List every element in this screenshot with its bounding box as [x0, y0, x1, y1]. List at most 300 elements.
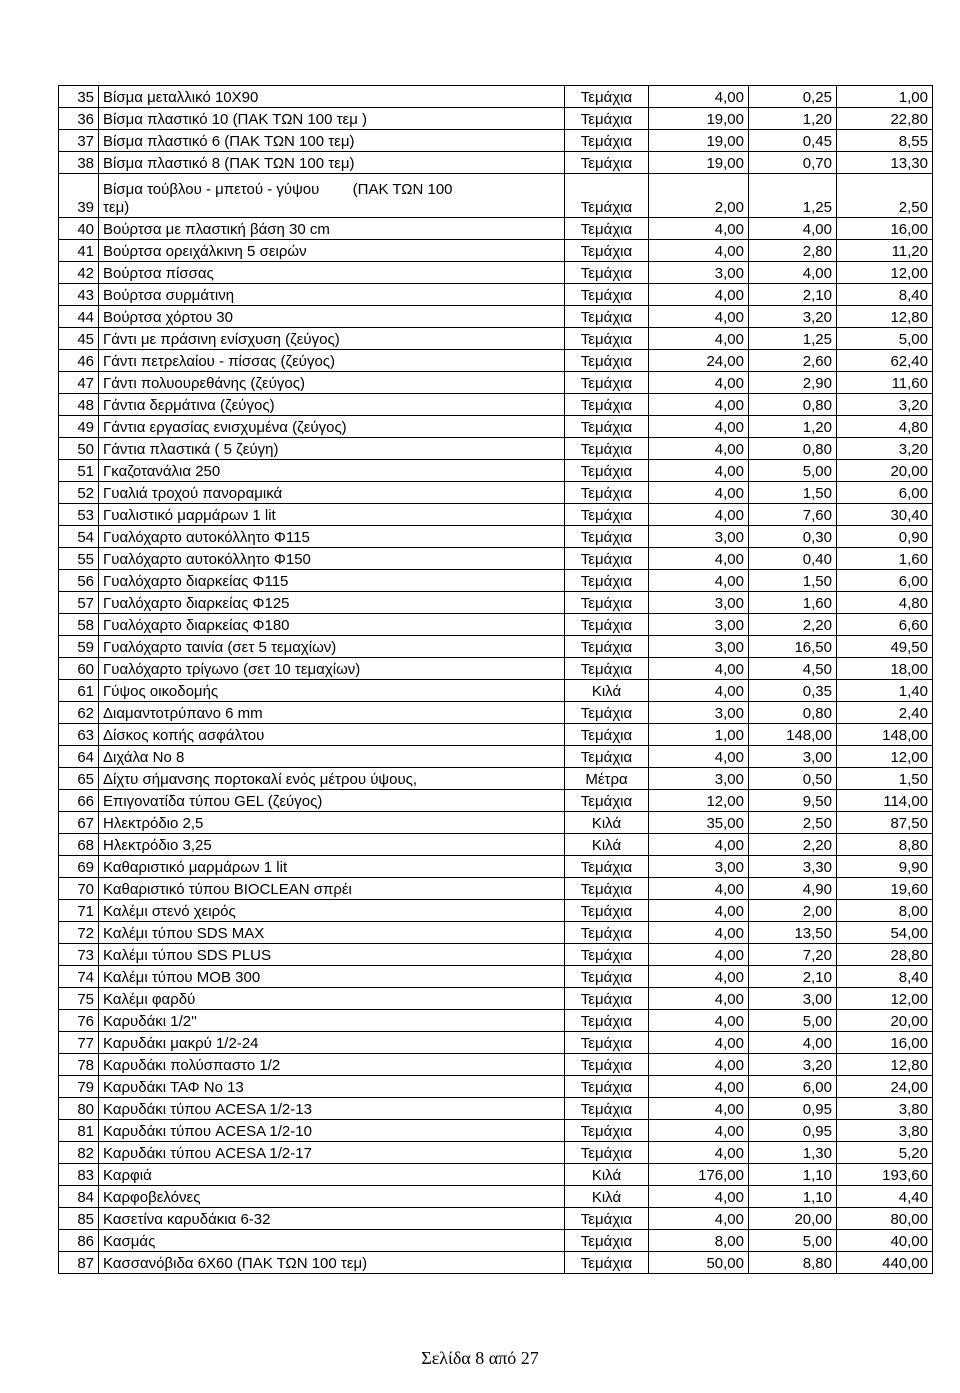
quantity-cell: 4,00: [649, 1032, 749, 1054]
item-description-cell: Βίσμα πλαστικό 6 (ΠΑΚ ΤΩΝ 100 τεμ): [99, 130, 565, 152]
unit-price-cell: 5,00: [749, 460, 837, 482]
table-row: [59, 240, 933, 262]
table-row: [59, 834, 933, 856]
quantity-cell: 19,00: [649, 108, 749, 130]
item-description-cell: Καρυδάκι τύπου ACESA 1/2-10: [99, 1120, 565, 1142]
item-number-cell: 54: [59, 526, 99, 548]
item-description-cell: Γύψος οικοδομής: [99, 680, 565, 702]
quantity-cell: 2,00: [649, 174, 749, 218]
quantity-cell: 4,00: [649, 658, 749, 680]
item-number-cell: 43: [59, 284, 99, 306]
unit-price-cell: 1,20: [749, 416, 837, 438]
table-row: [59, 724, 933, 746]
unit-price-cell: 3,00: [749, 746, 837, 768]
total-cell: 2,50: [837, 174, 933, 218]
total-cell: 24,00: [837, 1076, 933, 1098]
total-cell: 8,55: [837, 130, 933, 152]
item-number-cell: 74: [59, 966, 99, 988]
unit-price-cell: 1,60: [749, 592, 837, 614]
item-number-cell: 81: [59, 1120, 99, 1142]
quantity-cell: 4,00: [649, 328, 749, 350]
quantity-cell: 12,00: [649, 790, 749, 812]
unit-cell: Κιλά: [565, 1186, 649, 1208]
item-description-cell: Βίσμα πλαστικό 10 (ΠΑΚ ΤΩΝ 100 τεμ ): [99, 108, 565, 130]
item-description-cell: Καλέμι τύπου SDS MAX: [99, 922, 565, 944]
quantity-cell: 3,00: [649, 614, 749, 636]
total-cell: 8,40: [837, 966, 933, 988]
item-description-cell: Γάντι με πράσινη ενίσχυση (ζεύγος): [99, 328, 565, 350]
unit-cell: Τεμάχια: [565, 394, 649, 416]
total-cell: 20,00: [837, 460, 933, 482]
table-row: [59, 350, 933, 372]
item-description-cell: Καλέμι στενό χειρός: [99, 900, 565, 922]
item-number-cell: 86: [59, 1230, 99, 1252]
item-number-cell: 84: [59, 1186, 99, 1208]
item-description-cell: Καθαριστικό τύπου BIOCLEAN σπρέι: [99, 878, 565, 900]
quantity-cell: 3,00: [649, 262, 749, 284]
quantity-cell: 4,00: [649, 460, 749, 482]
table-row: [59, 438, 933, 460]
table-row: [59, 922, 933, 944]
total-cell: 18,00: [837, 658, 933, 680]
total-cell: 6,00: [837, 482, 933, 504]
unit-price-cell: 1,25: [749, 328, 837, 350]
unit-cell: Τεμάχια: [565, 262, 649, 284]
total-cell: 20,00: [837, 1010, 933, 1032]
unit-price-cell: 148,00: [749, 724, 837, 746]
quantity-cell: 24,00: [649, 350, 749, 372]
item-number-cell: 75: [59, 988, 99, 1010]
total-cell: 114,00: [837, 790, 933, 812]
item-description-cell: Καρυδάκι τύπου ACESA 1/2-17: [99, 1142, 565, 1164]
item-description-cell: Καρυδάκι μακρύ 1/2-24: [99, 1032, 565, 1054]
unit-cell: Τεμάχια: [565, 218, 649, 240]
unit-price-cell: 1,50: [749, 482, 837, 504]
quantity-cell: 4,00: [649, 922, 749, 944]
table-row: [59, 812, 933, 834]
total-cell: 4,80: [837, 592, 933, 614]
unit-price-cell: 2,20: [749, 614, 837, 636]
unit-cell: Τεμάχια: [565, 284, 649, 306]
total-cell: 16,00: [837, 218, 933, 240]
item-number-cell: 65: [59, 768, 99, 790]
item-number-cell: 72: [59, 922, 99, 944]
unit-cell: Τεμάχια: [565, 174, 649, 218]
table-row: [59, 504, 933, 526]
item-description-cell: Γάντια πλαστικά ( 5 ζεύγη): [99, 438, 565, 460]
unit-cell: Τεμάχια: [565, 1230, 649, 1252]
unit-price-cell: 7,20: [749, 944, 837, 966]
unit-cell: Τεμάχια: [565, 988, 649, 1010]
total-cell: 8,40: [837, 284, 933, 306]
item-number-cell: 39: [59, 174, 99, 218]
item-number-cell: 47: [59, 372, 99, 394]
quantity-cell: 4,00: [649, 438, 749, 460]
table-row: [59, 548, 933, 570]
quantity-cell: 3,00: [649, 856, 749, 878]
item-description-cell: Γάντια δερμάτινα (ζεύγος): [99, 394, 565, 416]
total-cell: 49,50: [837, 636, 933, 658]
total-cell: 1,50: [837, 768, 933, 790]
table-row: [59, 680, 933, 702]
unit-cell: Τεμάχια: [565, 152, 649, 174]
total-cell: 5,00: [837, 328, 933, 350]
total-cell: 12,00: [837, 262, 933, 284]
quantity-cell: 4,00: [649, 1098, 749, 1120]
quantity-cell: 35,00: [649, 812, 749, 834]
unit-price-cell: 1,10: [749, 1164, 837, 1186]
total-cell: 19,60: [837, 878, 933, 900]
unit-price-cell: 0,30: [749, 526, 837, 548]
unit-price-cell: 0,80: [749, 394, 837, 416]
unit-price-cell: 0,95: [749, 1098, 837, 1120]
item-description-cell: Βούρτσα ορειχάλκινη 5 σειρών: [99, 240, 565, 262]
item-number-cell: 76: [59, 1010, 99, 1032]
quantity-cell: 4,00: [649, 240, 749, 262]
items-table: [58, 85, 933, 1274]
quantity-cell: 4,00: [649, 482, 749, 504]
unit-cell: Τεμάχια: [565, 504, 649, 526]
unit-price-cell: 2,90: [749, 372, 837, 394]
item-number-cell: 87: [59, 1252, 99, 1274]
unit-cell: Τεμάχια: [565, 1076, 649, 1098]
total-cell: 12,00: [837, 746, 933, 768]
total-cell: 1,40: [837, 680, 933, 702]
unit-price-cell: 4,00: [749, 1032, 837, 1054]
quantity-cell: 4,00: [649, 966, 749, 988]
item-number-cell: 51: [59, 460, 99, 482]
item-description-cell: Κασμάς: [99, 1230, 565, 1252]
item-number-cell: 36: [59, 108, 99, 130]
total-cell: 80,00: [837, 1208, 933, 1230]
unit-cell: Τεμάχια: [565, 592, 649, 614]
table-row: [59, 1230, 933, 1252]
item-number-cell: 44: [59, 306, 99, 328]
quantity-cell: 4,00: [649, 284, 749, 306]
unit-price-cell: 2,20: [749, 834, 837, 856]
item-number-cell: 40: [59, 218, 99, 240]
total-cell: 28,80: [837, 944, 933, 966]
total-cell: 440,00: [837, 1252, 933, 1274]
item-number-cell: 79: [59, 1076, 99, 1098]
item-number-cell: 49: [59, 416, 99, 438]
unit-cell: Κιλά: [565, 680, 649, 702]
unit-cell: Τεμάχια: [565, 856, 649, 878]
unit-cell: Τεμάχια: [565, 790, 649, 812]
table-row: [59, 284, 933, 306]
item-description-cell: Καρυδάκι 1/2'': [99, 1010, 565, 1032]
page-footer: Σελίδα 8 από 27: [421, 1348, 539, 1368]
quantity-cell: 4,00: [649, 86, 749, 108]
item-description-cell: Βίσμα πλαστικό 8 (ΠΑΚ ΤΩΝ 100 τεμ): [99, 152, 565, 174]
item-number-cell: 83: [59, 1164, 99, 1186]
item-number-cell: 45: [59, 328, 99, 350]
table-row: [59, 416, 933, 438]
table-row: [59, 1252, 933, 1274]
item-description-cell: Γυαλόχαρτο ταινία (σετ 5 τεμαχίων): [99, 636, 565, 658]
unit-cell: Τεμάχια: [565, 1142, 649, 1164]
table-row: [59, 592, 933, 614]
quantity-cell: 50,00: [649, 1252, 749, 1274]
table-row: [59, 768, 933, 790]
quantity-cell: 4,00: [649, 680, 749, 702]
unit-price-cell: 0,45: [749, 130, 837, 152]
table-row: [59, 1186, 933, 1208]
item-number-cell: 69: [59, 856, 99, 878]
table-row: [59, 152, 933, 174]
unit-cell: Τεμάχια: [565, 702, 649, 724]
quantity-cell: 4,00: [649, 1076, 749, 1098]
item-number-cell: 48: [59, 394, 99, 416]
unit-cell: Τεμάχια: [565, 570, 649, 592]
item-number-cell: 37: [59, 130, 99, 152]
item-number-cell: 82: [59, 1142, 99, 1164]
unit-price-cell: 4,90: [749, 878, 837, 900]
total-cell: 1,60: [837, 548, 933, 570]
item-description-cell: Κασσανόβιδα 6Χ60 (ΠΑΚ ΤΩΝ 100 τεμ): [99, 1252, 565, 1274]
quantity-cell: 4,00: [649, 416, 749, 438]
item-number-cell: 63: [59, 724, 99, 746]
total-cell: 3,20: [837, 438, 933, 460]
unit-cell: Τεμάχια: [565, 416, 649, 438]
item-description-cell: Ηλεκτρόδιο 2,5: [99, 812, 565, 834]
unit-cell: Τεμάχια: [565, 548, 649, 570]
item-number-cell: 70: [59, 878, 99, 900]
unit-cell: Κιλά: [565, 834, 649, 856]
unit-price-cell: 0,95: [749, 1120, 837, 1142]
total-cell: 1,00: [837, 86, 933, 108]
item-description-cell: Καρφιά: [99, 1164, 565, 1186]
unit-price-cell: 7,60: [749, 504, 837, 526]
quantity-cell: 19,00: [649, 130, 749, 152]
quantity-cell: 4,00: [649, 570, 749, 592]
unit-price-cell: 1,20: [749, 108, 837, 130]
item-description-cell: Γάντι πολυουρεθάνης (ζεύγος): [99, 372, 565, 394]
unit-cell: Τεμάχια: [565, 86, 649, 108]
total-cell: 54,00: [837, 922, 933, 944]
unit-cell: Τεμάχια: [565, 878, 649, 900]
quantity-cell: 3,00: [649, 636, 749, 658]
quantity-cell: 4,00: [649, 988, 749, 1010]
unit-price-cell: 3,20: [749, 306, 837, 328]
unit-cell: Τεμάχια: [565, 1098, 649, 1120]
item-description-cell: Γάντι πετρελαίου - πίσσας (ζεύγος): [99, 350, 565, 372]
table-row: [59, 1098, 933, 1120]
total-cell: 62,40: [837, 350, 933, 372]
item-number-cell: 42: [59, 262, 99, 284]
unit-cell: Τεμάχια: [565, 460, 649, 482]
total-cell: 3,80: [837, 1098, 933, 1120]
table-row: [59, 944, 933, 966]
total-cell: 40,00: [837, 1230, 933, 1252]
unit-cell: Τεμάχια: [565, 1054, 649, 1076]
unit-cell: Τεμάχια: [565, 724, 649, 746]
item-description-cell: Γυαλόχαρτο διαρκείας Φ115: [99, 570, 565, 592]
table-row: [59, 790, 933, 812]
table-row: [59, 394, 933, 416]
total-cell: 12,80: [837, 1054, 933, 1076]
unit-price-cell: 4,50: [749, 658, 837, 680]
unit-price-cell: 5,00: [749, 1230, 837, 1252]
item-description-cell: Βίσμα τούβλου - μπετού - γύψου (ΠΑΚ ΤΩΝ 100 τεμ): [99, 174, 565, 218]
table-row: [59, 1164, 933, 1186]
total-cell: 0,90: [837, 526, 933, 548]
unit-price-cell: 4,00: [749, 262, 837, 284]
unit-cell: Τεμάχια: [565, 482, 649, 504]
total-cell: 8,00: [837, 900, 933, 922]
unit-cell: Τεμάχια: [565, 922, 649, 944]
item-description-cell: Καλέμι τύπου MOB 300: [99, 966, 565, 988]
item-description-cell: Καλέμι τύπου SDS PLUS: [99, 944, 565, 966]
table-row: [59, 108, 933, 130]
unit-cell: Τεμάχια: [565, 1120, 649, 1142]
item-number-cell: 73: [59, 944, 99, 966]
table-row: [59, 1076, 933, 1098]
item-description-cell: Βούρτσα χόρτου 30: [99, 306, 565, 328]
unit-price-cell: 1,30: [749, 1142, 837, 1164]
total-cell: 12,00: [837, 988, 933, 1010]
quantity-cell: 4,00: [649, 1054, 749, 1076]
unit-cell: Τεμάχια: [565, 240, 649, 262]
unit-price-cell: 2,10: [749, 284, 837, 306]
unit-price-cell: 3,20: [749, 1054, 837, 1076]
table-row: [59, 856, 933, 878]
unit-price-cell: 0,25: [749, 86, 837, 108]
item-description-cell: Γυαλιά τροχού πανοραμικά: [99, 482, 565, 504]
quantity-cell: 4,00: [649, 548, 749, 570]
quantity-cell: 4,00: [649, 746, 749, 768]
unit-cell: Τεμάχια: [565, 108, 649, 130]
quantity-cell: 3,00: [649, 526, 749, 548]
unit-cell: Τεμάχια: [565, 944, 649, 966]
unit-price-cell: 6,00: [749, 1076, 837, 1098]
item-description-cell: Δίσκος κοπής ασφάλτου: [99, 724, 565, 746]
item-number-cell: 60: [59, 658, 99, 680]
item-description-cell: Γυαλόχαρτο αυτοκόλλητο Φ115: [99, 526, 565, 548]
item-description-cell: Γυαλόχαρτο τρίγωνο (σετ 10 τεμαχίων): [99, 658, 565, 680]
table-row: [59, 526, 933, 548]
unit-cell: Τεμάχια: [565, 900, 649, 922]
total-cell: 148,00: [837, 724, 933, 746]
item-description-cell: Κασετίνα καρυδάκια 6-32: [99, 1208, 565, 1230]
unit-price-cell: 13,50: [749, 922, 837, 944]
item-number-cell: 62: [59, 702, 99, 724]
item-number-cell: 55: [59, 548, 99, 570]
item-description-cell: Καλέμι φαρδύ: [99, 988, 565, 1010]
table-row: [59, 1142, 933, 1164]
table-row: [59, 328, 933, 350]
item-description-cell: Γυαλιστικό μαρμάρων 1 lit: [99, 504, 565, 526]
unit-price-cell: 0,80: [749, 438, 837, 460]
table-row: [59, 614, 933, 636]
total-cell: 11,20: [837, 240, 933, 262]
quantity-cell: 3,00: [649, 768, 749, 790]
quantity-cell: 3,00: [649, 702, 749, 724]
unit-cell: Τεμάχια: [565, 526, 649, 548]
unit-cell: Τεμάχια: [565, 1252, 649, 1274]
table-row: [59, 1032, 933, 1054]
quantity-cell: 4,00: [649, 900, 749, 922]
quantity-cell: 19,00: [649, 152, 749, 174]
unit-cell: Κιλά: [565, 1164, 649, 1186]
unit-price-cell: 8,80: [749, 1252, 837, 1274]
item-number-cell: 67: [59, 812, 99, 834]
table-row: [59, 988, 933, 1010]
table-row: [59, 86, 933, 108]
item-description-cell: Επιγονατίδα τύπου GEL (ζεύγος): [99, 790, 565, 812]
total-cell: 16,00: [837, 1032, 933, 1054]
table-row: [59, 262, 933, 284]
total-cell: 87,50: [837, 812, 933, 834]
unit-price-cell: 20,00: [749, 1208, 837, 1230]
item-number-cell: 66: [59, 790, 99, 812]
quantity-cell: 4,00: [649, 1010, 749, 1032]
table-row: [59, 570, 933, 592]
item-description-cell: Βούρτσα πίσσας: [99, 262, 565, 284]
item-description-cell: Καρυδάκι πολύσπαστο 1/2: [99, 1054, 565, 1076]
quantity-cell: 4,00: [649, 394, 749, 416]
unit-cell: Τεμάχια: [565, 130, 649, 152]
item-description-cell: Βίσμα μεταλλικό 10Χ90: [99, 86, 565, 108]
table-row: [59, 636, 933, 658]
quantity-cell: 4,00: [649, 1186, 749, 1208]
quantity-cell: 4,00: [649, 1120, 749, 1142]
unit-price-cell: 3,00: [749, 988, 837, 1010]
item-description-cell: Δίχτυ σήμανσης πορτοκαλί ενός μέτρου ύψους,: [99, 768, 565, 790]
total-cell: 13,30: [837, 152, 933, 174]
item-number-cell: 77: [59, 1032, 99, 1054]
unit-price-cell: 2,50: [749, 812, 837, 834]
total-cell: 3,80: [837, 1120, 933, 1142]
item-number-cell: 46: [59, 350, 99, 372]
table-row: [59, 306, 933, 328]
item-description-cell: Βούρτσα συρμάτινη: [99, 284, 565, 306]
table-row: [59, 460, 933, 482]
item-number-cell: 80: [59, 1098, 99, 1120]
item-description-cell: Βούρτσα με πλαστική βάση 30 cm: [99, 218, 565, 240]
item-description-cell: Ηλεκτρόδιο 3,25: [99, 834, 565, 856]
unit-price-cell: 1,25: [749, 174, 837, 218]
table-row: [59, 1010, 933, 1032]
quantity-cell: 1,00: [649, 724, 749, 746]
item-description-cell: Γυαλόχαρτο αυτοκόλλητο Φ150: [99, 548, 565, 570]
total-cell: 4,40: [837, 1186, 933, 1208]
table-row: [59, 878, 933, 900]
quantity-cell: 3,00: [649, 592, 749, 614]
quantity-cell: 4,00: [649, 944, 749, 966]
item-number-cell: 57: [59, 592, 99, 614]
total-cell: 4,80: [837, 416, 933, 438]
item-number-cell: 61: [59, 680, 99, 702]
quantity-cell: 4,00: [649, 504, 749, 526]
item-number-cell: 52: [59, 482, 99, 504]
unit-cell: Κιλά: [565, 812, 649, 834]
item-number-cell: 35: [59, 86, 99, 108]
item-number-cell: 53: [59, 504, 99, 526]
item-number-cell: 64: [59, 746, 99, 768]
quantity-cell: 176,00: [649, 1164, 749, 1186]
unit-price-cell: 5,00: [749, 1010, 837, 1032]
unit-cell: Τεμάχια: [565, 372, 649, 394]
total-cell: 6,60: [837, 614, 933, 636]
total-cell: 2,40: [837, 702, 933, 724]
quantity-cell: 4,00: [649, 306, 749, 328]
item-number-cell: 68: [59, 834, 99, 856]
table-row: [59, 1120, 933, 1142]
unit-price-cell: 0,80: [749, 702, 837, 724]
total-cell: 193,60: [837, 1164, 933, 1186]
total-cell: 3,20: [837, 394, 933, 416]
